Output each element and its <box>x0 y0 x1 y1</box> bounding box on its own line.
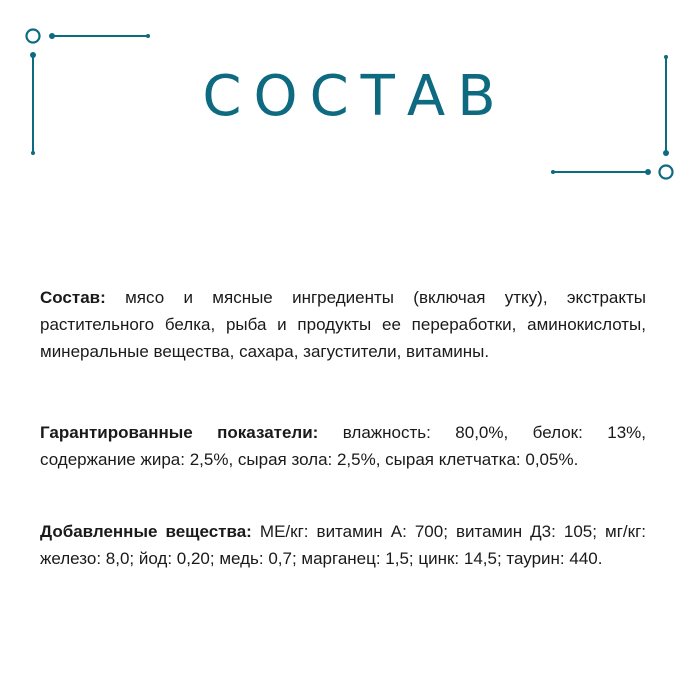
composition-label: Состав: <box>40 288 106 307</box>
composition-paragraph <box>40 284 646 365</box>
additives-label: Добавленные вещества: <box>40 522 252 541</box>
composition-text: мясо и мясные ингредиенты (включая утку), экстракты растительного белка, рыба и продукты ее переработки, аминокислоты, минеральные вещества, сахара, загустители, витамины. <box>40 288 646 361</box>
guaranteed-analysis-text: влажность: 80,0%, белок: 13%, содержание жира: 2,5%, сырая зола: 2,5%, сырая клетчатка: 0,05%. <box>40 423 646 469</box>
guaranteed-analysis-paragraph <box>40 419 646 473</box>
guaranteed-analysis-label: Гарантированные показатели: <box>40 423 319 442</box>
page-title: СОСТАВ <box>202 64 508 129</box>
additives-paragraph <box>40 518 646 572</box>
additives-text: МЕ/кг: витамин А: 700; витамин Д3: 105; мг/кг: железо: 8,0; йод: 0,20; медь: 0,7; марганец: 1,5; цинк: 14,5; таурин: 440. <box>40 522 646 568</box>
